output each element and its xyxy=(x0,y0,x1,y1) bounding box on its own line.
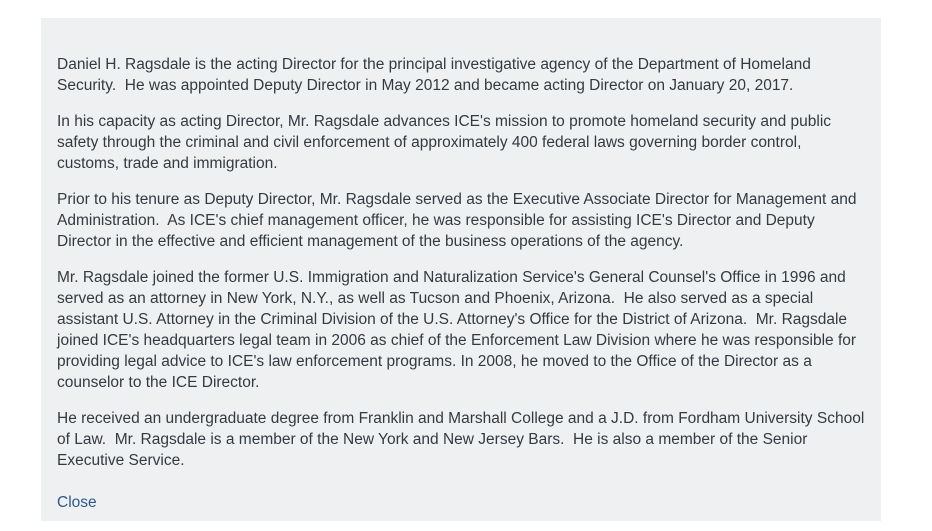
bio-paragraph-education: He received an undergraduate degree from Franklin and Marshall College and a J.D. from Fordham University School of Law. Mr. Ragsdale is a member of the New York and New Jersey Bars. He is also a member of the Senior Executive Service. xyxy=(57,410,869,469)
bio-paragraph-career: Mr. Ragsdale joined the former U.S. Immigration and Naturalization Service's General Counsel's Office in 1996 and served as an attorney in New York, N.Y., as well as Tucson and Phoenix, Arizona. He also served as a special assistant U.S. Attorney in the Criminal Division of the U.S. Attorney's Office for the District of Arizona. Mr. Ragsdale joined ICE's headquarters legal team in 2006 as chief of the Enforcement Law Division where he was responsible for providing legal advice to ICE's law enforcement programs. In 2008, he moved to the Office of the Director as a counselor to the ICE Director. xyxy=(57,269,861,391)
bio-paragraph-mission: In his capacity as acting Director, Mr. Ragsdale advances ICE's mission to promote homeland security and public safety through the criminal and civil enforcement of approximately 400 federal laws governing border control, customs, trade and immigration. xyxy=(57,113,836,172)
close-link[interactable]: Close xyxy=(57,494,97,511)
bio-paragraph-prior-tenure: Prior to his tenure as Deputy Director, Mr. Ragsdale served as the Executive Associate Director for Management and Administration. As ICE's chief management officer, he was responsible for assisting ICE's Director and Deputy Director in the effective and efficient management of the business operations of the agency. xyxy=(57,191,860,250)
bio-panel xyxy=(41,18,881,521)
bio-paragraph-intro: Daniel H. Ragsdale is the acting Director for the principal investigative agency of the Department of Homeland Security. He was appointed Deputy Director in May 2012 and became acting Director on January 20, 2017. xyxy=(57,56,816,94)
